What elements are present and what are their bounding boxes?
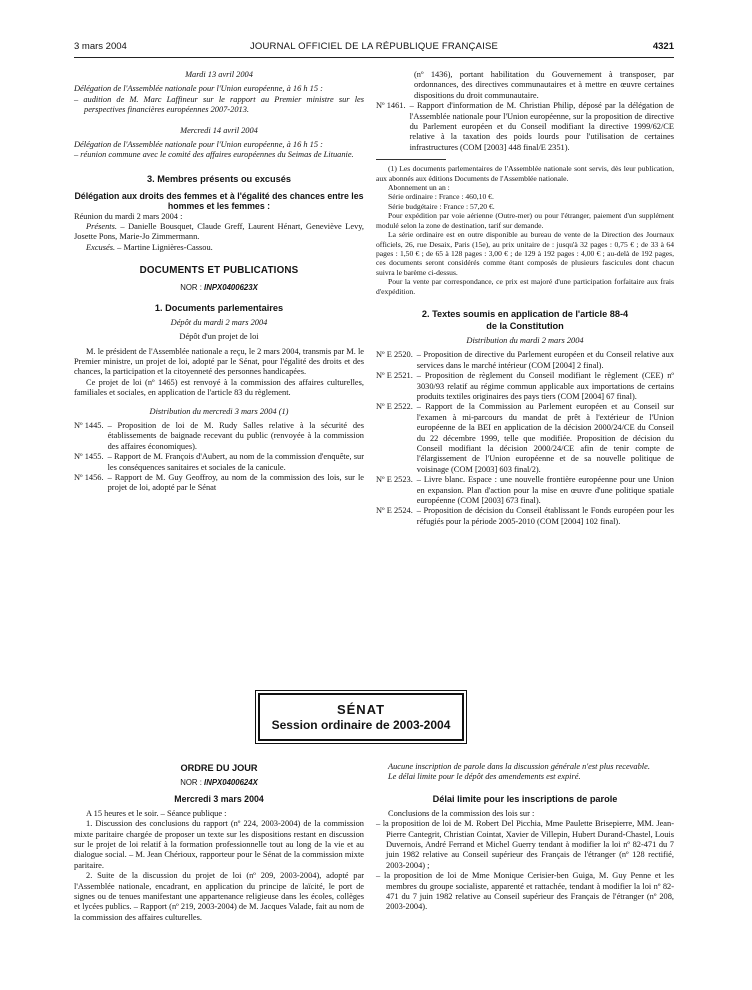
document-item bbox=[74, 473, 364, 494]
section-3-subtitle: Délégation aux droits des femmes et à l'égalité des chances entre les hommes et les femmes : bbox=[74, 190, 364, 212]
item-1456-continuation: (nº 1436), portant habilitation du Gouvernement à transposer, par ordonnances, des directives communautaires et à mettre en œuvre certaines dispositions du droit communautaire. bbox=[414, 70, 674, 100]
section-3-excuses bbox=[74, 243, 364, 253]
delegation-heading-1: Délégation de l'Assemblée nationale pour l'Union européenne, à 16 h 15 : bbox=[74, 84, 323, 94]
excuses-label: Excusés. bbox=[86, 242, 116, 252]
document-item bbox=[74, 452, 364, 473]
footnote-vente: La série ordinaire est en outre disponible au bureau de vente de la Direction des Journaux officiels, 26, rue Desaix, Paris (15e), au prix unitaire de : jusqu'à 32 pages : 0,75 € ; de 33 à 64 pages : 1,50 € ; de 65 à 128 pages : 3,00 € ; de 129 à 192 pages : 4,00 € ; au-delà de 192 pages, ces documents seront considérés comme étant composés de plusieurs fascicules dont chacun suivra le barème ci-dessus. bbox=[376, 230, 674, 277]
item-number: Nº E 2522. bbox=[376, 402, 413, 412]
page-header bbox=[74, 42, 674, 56]
item-number: Nº E 2524. bbox=[376, 506, 413, 516]
section-3-title: 3. Membres présents ou excusés bbox=[146, 173, 291, 184]
presents-label: Présents. bbox=[86, 222, 117, 232]
item-text: – Rapport d'information de M. Christian Philip, déposé par la délégation de l'Assemblée nationale pour l'Union européenne, sur la proposition de directive du Parlement européen et du Conseil modifiant la directive 1999/62/CE relative à la taxation des poids lourds pour l'utilisation de certaines infrastructures (COM [2003] 448 final/E 2351). bbox=[409, 101, 674, 152]
item-text: – Proposition de loi de M. Rudy Salles relative à la sécurité des établissements de baignade recevant du public (renvoyée à la commission des affaires économiques). bbox=[107, 420, 364, 451]
ordre-du-jour-title: ORDRE DU JOUR bbox=[180, 763, 258, 773]
e-document-item bbox=[376, 402, 674, 475]
header-journal-title: JOURNAL OFFICIEL DE LA RÉPUBLIQUE FRANÇAISE bbox=[249, 41, 499, 52]
depot-date: Dépôt du mardi 2 mars 2004 bbox=[170, 317, 268, 327]
excuses-names: – Martine Lignières-Cassou. bbox=[115, 242, 213, 252]
item-text: – Proposition de règlement du Conseil modifiant le règlement (CEE) nº 3030/93 relatif au régime commun applicable aux importations de certains produits textiles originaires des pays tiers (COM [2004] 67 final). bbox=[416, 371, 674, 401]
note-inscription: Aucune inscription de parole dans la discussion générale n'est plus recevable. bbox=[388, 762, 650, 771]
header-rule bbox=[74, 57, 674, 58]
documents-publications-title: DOCUMENTS ET PUBLICATIONS bbox=[139, 265, 299, 277]
nor-label: NOR : bbox=[180, 778, 205, 787]
distribution-date: Distribution du mercredi 3 mars 2004 (1) bbox=[149, 406, 289, 416]
depot-paragraph-2: Ce projet de loi (nº 1465) est renvoyé à la commission des affaires culturelles, familiales et sociales, en application de l'article 83 du règlement. bbox=[74, 377, 364, 398]
item-text: – Livre blanc. Espace : une nouvelle frontière européenne pour une Union en expansion. Plan d'action pour la mise en œuvre d'une politique spatiale européenne (COM [2003] 673 final). bbox=[416, 475, 674, 506]
section-1-title: 1. Documents parlementaires bbox=[154, 302, 284, 313]
right-column-top bbox=[376, 70, 674, 527]
ordre-point-1: 1. Discussion des conclusions du rapport (nº 224, 2003-2004) de la commission mixte paritaire chargée de proposer un texte sur les dispositions restant en discussion sur le projet de loi relatif à la formation professionnelle tout au long de la vie et au dialogue social. – M. Jean Chérioux, rapporteur pour le Sénat de la commission mixte paritaire. bbox=[74, 819, 364, 870]
item-number: Nº E 2521. bbox=[376, 371, 413, 381]
item-text: – Proposition de directive du Parlement européen et du Conseil relative aux services dans le marché intérieur (COM [2004] 2 final). bbox=[416, 350, 674, 370]
agenda-date-1: Mardi 13 avril 2004 bbox=[185, 70, 253, 79]
left-column-top bbox=[74, 70, 364, 494]
section-2-distribution: Distribution du mardi 2 mars 2004 bbox=[466, 335, 584, 345]
note-amendements: Le délai limite pour le dépôt des amendements est expiré. bbox=[388, 772, 581, 782]
senat-title-box-inner bbox=[258, 693, 464, 741]
footnote bbox=[376, 164, 674, 296]
footnote-serie-budgetaire: Série budgétaire : France : 57,20 €. bbox=[388, 201, 495, 211]
item-text: – Rapport de la Commission au Parlement européen et au Conseil sur l'examen à mi-parcours du mandat de prêt à l'extérieur de l'Union européenne de la BEI en application de la décision 2000/24/CE du Conseil du 22 décembre 1999, telle que modifiée. Proposition de décision du Conseil modifiant la décision 2000/24/CE afin de tenir compte de l'élargissement de l'Union européenne et de sa nouvelle politique de voisinage (COM [2003] 603 final/2). bbox=[416, 402, 674, 474]
depot-title: Dépôt d'un projet de loi bbox=[179, 332, 259, 342]
nor-reference-2 bbox=[74, 778, 364, 788]
footnote-correspondance: Pour la vente par correspondance, ce prix est majoré d'une participation forfaitaire aux frais d'expédition. bbox=[376, 277, 674, 296]
item-number: Nº 1456. bbox=[74, 472, 104, 482]
delegation-heading-2: Délégation de l'Assemblée nationale pour l'Union européenne, à 16 h 15 : bbox=[74, 140, 323, 150]
nor-label: NOR : bbox=[180, 283, 205, 293]
item-number: Nº E 2523. bbox=[376, 475, 413, 485]
section-2-title: 2. Textes soumis en application de l'article 88-4 de la Constitution bbox=[421, 308, 629, 331]
conclusions-item-2: – la proposition de loi de Mme Monique Cerisier-ben Guiga, M. Guy Penne et les membres du groupe socialiste, apparenté et rattachée, tendant à modifier la loi nº 82-471 du 7 juin 1982 relative au Conseil supérieur des Français de l'étranger (nº 208, 2003-2004). bbox=[376, 871, 674, 912]
nor-value: INPX0400624X bbox=[204, 778, 258, 787]
e-document-item bbox=[376, 371, 674, 402]
nor-reference-1 bbox=[74, 283, 364, 293]
senat-title-box bbox=[255, 690, 467, 744]
item-number: Nº 1455. bbox=[74, 452, 104, 462]
nor-value: INPX0400623X bbox=[204, 283, 258, 293]
footnote-abonnement: Abonnement un an : bbox=[388, 183, 450, 193]
item-number: Nº 1461. bbox=[376, 101, 406, 111]
e-document-item bbox=[376, 350, 674, 371]
left-column-bottom bbox=[74, 762, 364, 923]
delegation-item-1: – audition de M. Marc Laffineur sur le rapport au Premier ministre sur les perspectives financières européennes 2007-2013. bbox=[74, 94, 364, 115]
conclusions-intro: Conclusions de la commission des lois sur : bbox=[388, 808, 535, 818]
footnote-1: (1) Les documents parlementaires de l'Assemblée nationale sont servis, dès leur publication, aux abonnés aux éditions Documents de l'Assemblée nationale. bbox=[376, 164, 674, 183]
conclusions-item-1: – la proposition de loi de M. Robert Del Picchia, Mme Paulette Brisepierre, MM. Jean-Pierre Cantegrit, Christian Cointat, Xavier de Villepin, Hubert Durand-Chastel, Louis Duvernois, André Ferrand et Michel Guerry tendant à modifier la loi nº 82-471 du 7 juin 1982 relative au Conseil supérieur des Français de l'étranger (nº 128 rectifié, 2003-2004) ; bbox=[376, 819, 674, 870]
footnote-serie-ordinaire: Série ordinaire : France : 460,10 €. bbox=[388, 192, 494, 202]
header-page-number: 4321 bbox=[652, 41, 674, 52]
e-document-item bbox=[376, 506, 674, 527]
item-text: – Proposition de décision du Conseil établissant le Fonds européen pour les réfugiés pour la période 2005-2010 (COM [2004] 102 final). bbox=[416, 506, 674, 526]
delegation-item-2: – réunion commune avec le comité des affaires européennes du Seimas de Lituanie. bbox=[74, 150, 354, 160]
right-column-bottom bbox=[376, 762, 674, 913]
seance-line: A 15 heures et le soir. – Séance publique : bbox=[86, 808, 227, 818]
footnote-rule bbox=[376, 159, 446, 160]
item-text: – Rapport de M. Guy Geoffroy, au nom de la commission des lois, sur le projet de loi, adopté par le Sénat bbox=[107, 472, 364, 493]
footnote-expedition: Pour expédition par voie aérienne (Outre-mer) ou pour l'étranger, paiement d'un supplément modulé selon la zone de destination, tarif sur demande. bbox=[376, 211, 674, 230]
section-3-presents bbox=[74, 222, 364, 243]
depot-paragraph-1: M. le président de l'Assemblée nationale a reçu, le 2 mars 2004, transmis par M. le Premier ministre, un projet de loi, adopté par le Sénat, pour l'égalité des droits et des chances, la participation et la citoyenneté des personnes handicapées. bbox=[74, 346, 364, 377]
item-text: – Rapport de M. François d'Aubert, au nom de la commission d'enquête, sur les conséquences sanitaires et sociales de la canicule. bbox=[107, 452, 364, 472]
presents-names: – Danielle Bousquet, Claude Greff, Laurent Hénart, Geneviève Levy, Josette Pons, Marie-Jo Zimmermann. bbox=[74, 222, 364, 242]
delai-title: Délai limite pour les inscriptions de parole bbox=[432, 793, 618, 804]
section-3-reunion: Réunion du mardi 2 mars 2004 : bbox=[74, 211, 183, 221]
item-number: Nº 1445. bbox=[74, 420, 104, 430]
senat-session: Session ordinaire de 2003-2004 bbox=[271, 717, 451, 732]
document-item bbox=[74, 421, 364, 452]
agenda-date-2: Mercredi 14 avril 2004 bbox=[180, 125, 258, 135]
header-date: 3 mars 2004 bbox=[74, 41, 127, 52]
ordre-date: Mercredi 3 mars 2004 bbox=[174, 794, 264, 805]
e-document-item bbox=[376, 475, 674, 506]
item-number: Nº E 2520. bbox=[376, 350, 413, 360]
ordre-point-2: 2. Suite de la discussion du projet de loi (nº 209, 2003-2004), adopté par l'Assemblée nationale, encadrant, en application du principe de laïcité, le port de signes ou de tenues manifestant une appartenance religieuse dans les écoles, collèges et lycées publics. – Rapport (nº 219, 2003-2004) de M. Jacques Valade, fait au nom de la commission des affaires culturelles. bbox=[74, 871, 364, 922]
senat-title: SÉNAT bbox=[336, 701, 386, 717]
document-item bbox=[376, 101, 674, 153]
